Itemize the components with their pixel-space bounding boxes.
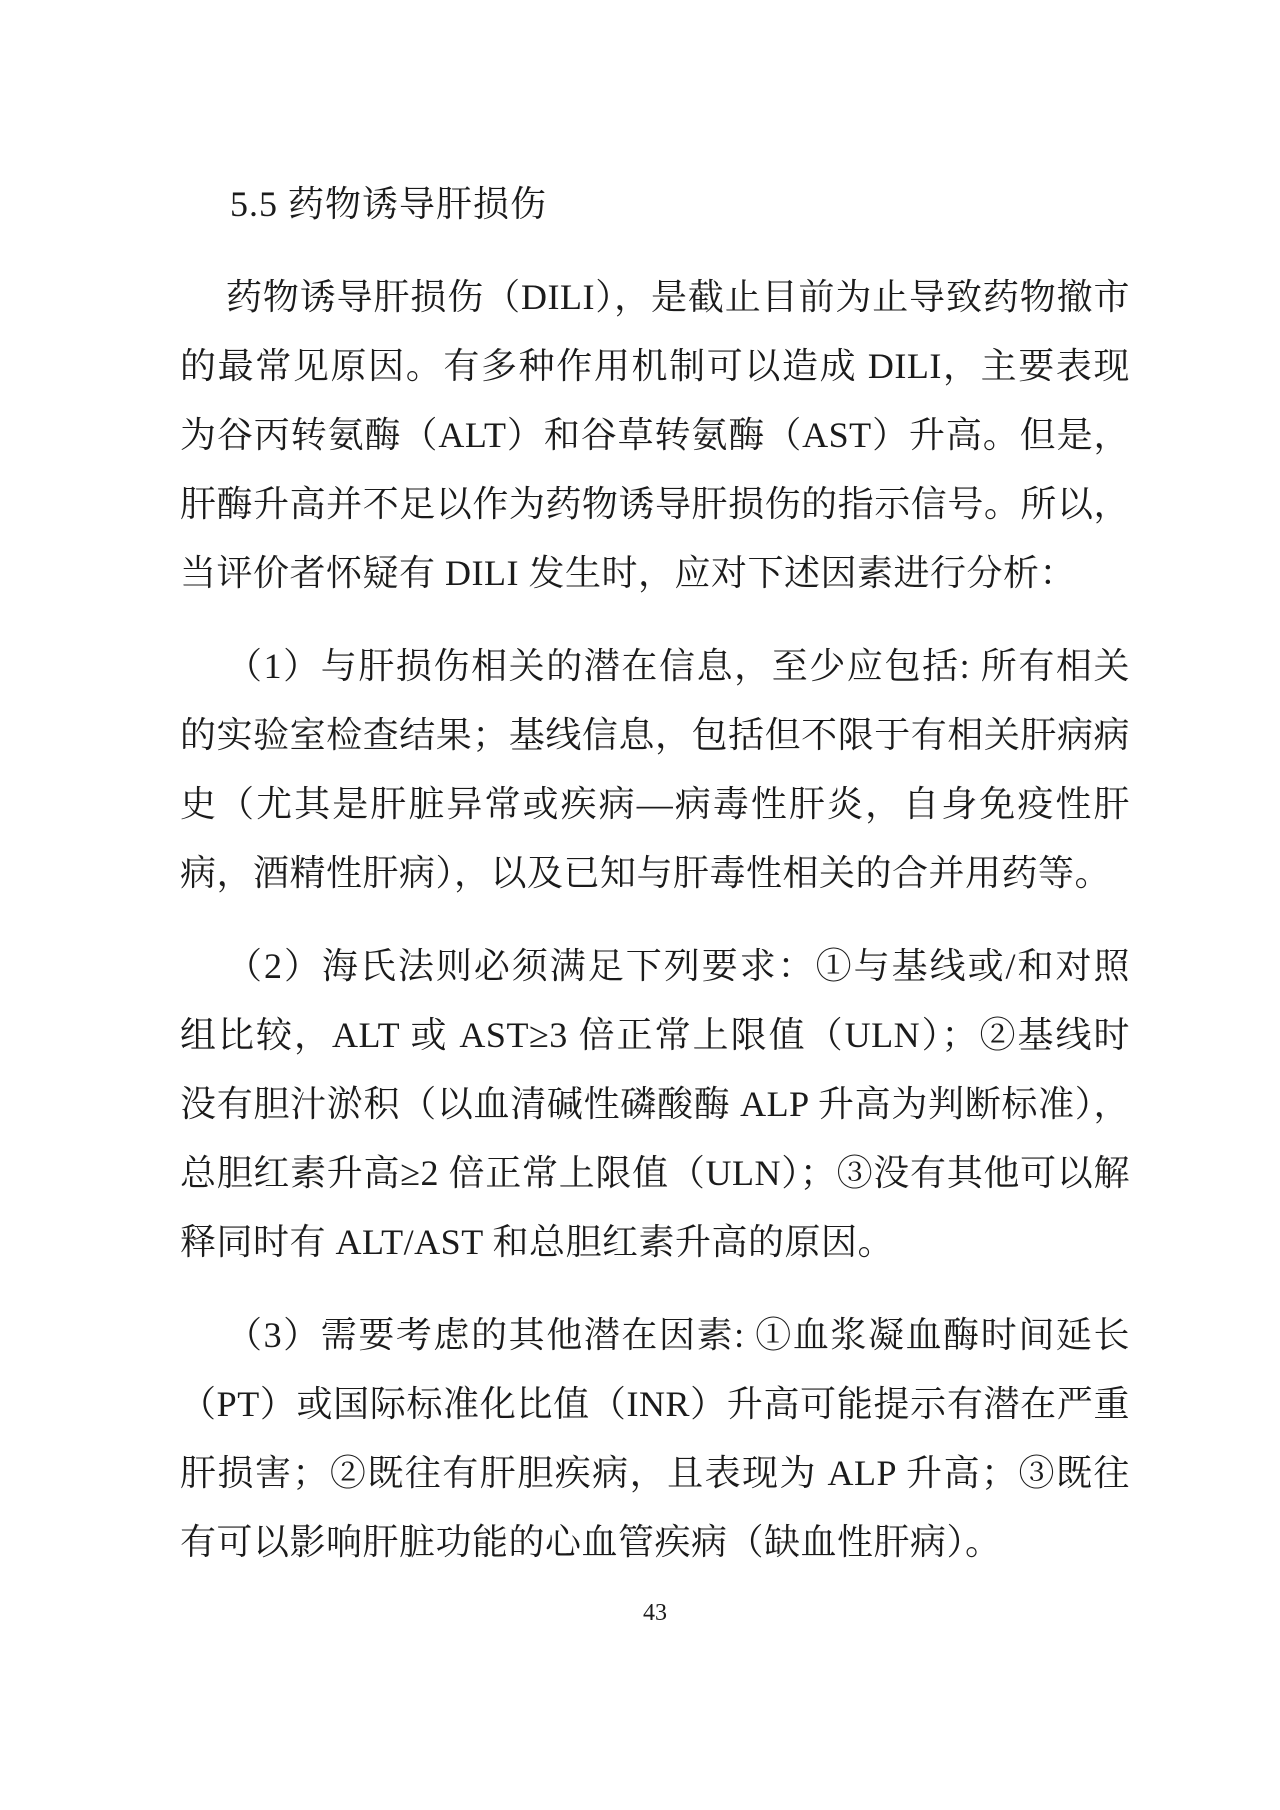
section-heading: 5.5 药物诱导肝损伤 [230, 184, 548, 224]
page-number: 43 [643, 1600, 667, 1626]
paragraph-item-3: （3）需要考虑的其他潜在因素: ①血浆凝血酶时间延长（PT）或国际标准化比值（INR）升高可能提示有潜在严重肝损害；②既往有肝胆疾病，且表现为 ALP 升高；③既往有可以影响肝脏功能的心血管疾病（缺血性肝病）。 [180, 1315, 1130, 1562]
paragraph-intro: 药物诱导肝损伤（DILI），是截止目前为止导致药物撤市的最常见原因。有多种作用机制可以造成 DILI，主要表现为谷丙转氨酶（ALT）和谷草转氨酶（AST）升高。但是，肝酶升高并不足以作为药物诱导肝损伤的指示信号。所以，当评价者怀疑有 DILI 发生时，应对下述因素进行分析： [180, 277, 1130, 593]
paragraph-item-2: （2）海氏法则必须满足下列要求：①与基线或/和对照组比较，ALT 或 AST≥3 倍正常上限值（ULN）；②基线时没有胆汁淤积（以血清碱性磷酸酶 ALP 升高为判断标准），总胆红素升高≥2 倍正常上限值（ULN）；③没有其他可以解释同时有 ALT/AST 和总胆红素升高的原因。 [180, 946, 1130, 1262]
paragraph-item-1: （1）与肝损伤相关的潜在信息，至少应包括: 所有相关的实验室检查结果；基线信息，包括但不限于有相关肝病病史（尤其是肝脏异常或疾病—病毒性肝炎，自身免疫性肝病，酒精性肝病），以及已知与肝毒性相关的合并用药等。 [180, 646, 1130, 893]
